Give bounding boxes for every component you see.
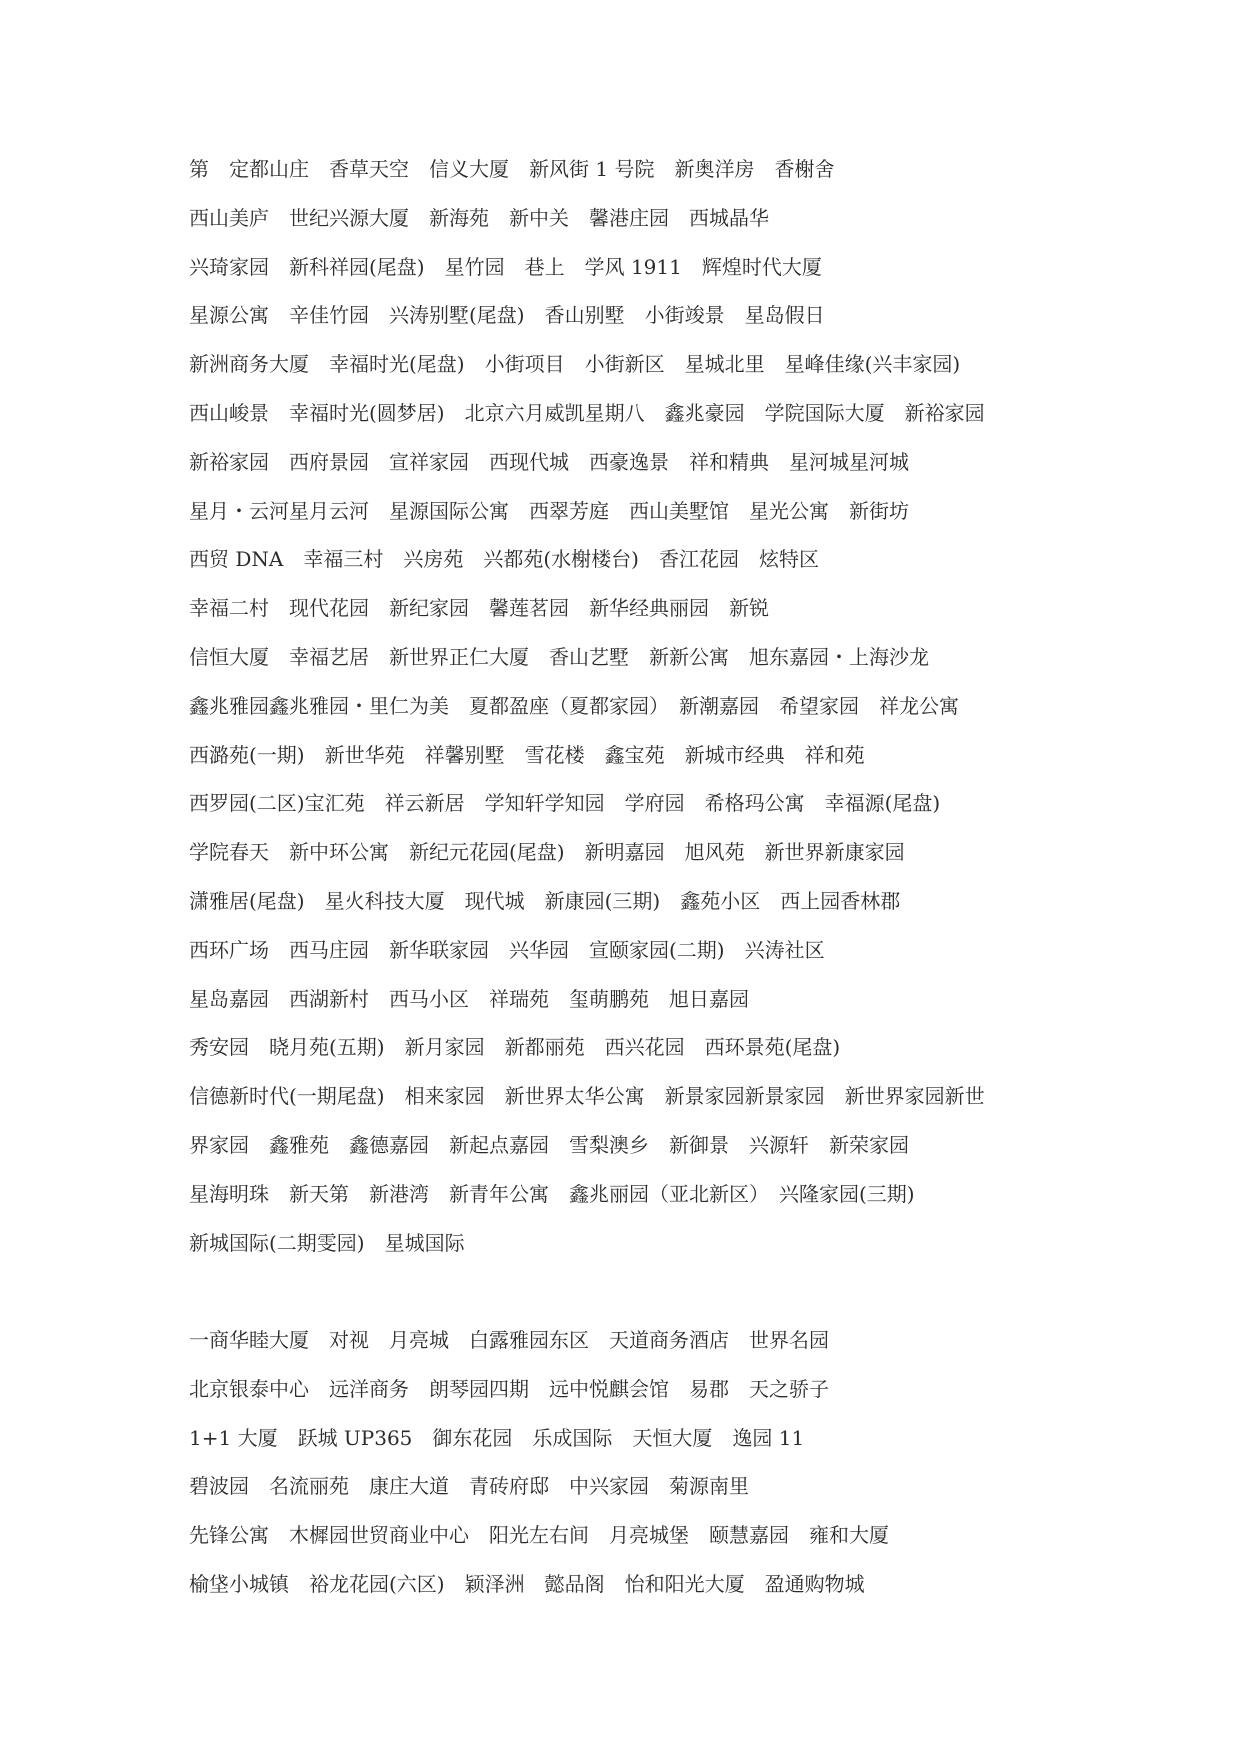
text-line: 北京银泰中心 远洋商务 朗琴园四期 远中悦麒会馆 易郡 天之骄子 — [189, 1376, 829, 1401]
text-line: 信德新时代(一期尾盘) 相来家园 新世界太华公寓 新景家园新景家园 新世界家园新世 — [189, 1084, 985, 1109]
text-line: 新裕家园 西府景园 宣祥家园 西现代城 西豪逸景 祥和精典 星河城星河城 — [189, 449, 909, 474]
text-line: 榆垡小城镇 裕龙花园(六区) 颖泽洲 懿品阁 怡和阳光大厦 盈通购物城 — [189, 1571, 865, 1596]
text-line: 第 定都山庄 香草天空 信义大厦 新风街 1 号院 新奥洋房 香榭舍 — [189, 157, 835, 181]
text-line: 鑫兆雅园鑫兆雅园・里仁为美 夏都盈座（夏都家园） 新潮嘉园 希望家园 祥龙公寓 — [189, 693, 959, 718]
text-line: 西山美庐 世纪兴源大厦 新海苑 新中关 馨港庄园 西城晶华 — [189, 205, 769, 230]
text-line: 1+1 大厦 跃城 UP365 御东花园 乐成国际 天恒大厦 逸园 11 — [189, 1425, 805, 1450]
text-line: 星岛嘉园 西湖新村 西马小区 祥瑞苑 玺萌鹏苑 旭日嘉园 — [189, 986, 749, 1011]
text-line: 先锋公寓 木樨园世贸商业中心 阳光左右间 月亮城堡 颐慧嘉园 雍和大厦 — [189, 1523, 889, 1548]
text-line: 西环广场 西马庄园 新华联家园 兴华园 宣颐家园(二期) 兴涛社区 — [189, 937, 825, 962]
text-line: 碧波园 名流丽苑 康庄大道 青砖府邸 中兴家园 菊源南里 — [189, 1474, 749, 1499]
property-list-block-2 — [189, 1328, 1089, 1621]
property-list-block-1 — [189, 157, 1089, 1279]
text-line: 秀安园 晓月苑(五期) 新月家园 新都丽苑 西兴花园 西环景苑(尾盘) — [189, 1035, 841, 1060]
text-line: 界家园 鑫雅苑 鑫德嘉园 新起点嘉园 雪梨澳乡 新御景 兴源轩 新荣家园 — [189, 1132, 909, 1157]
text-line: 幸福二村 现代花园 新纪家园 馨莲茗园 新华经典丽园 新锐 — [189, 596, 769, 621]
text-line: 西山峻景 幸福时光(圆梦居) 北京六月威凯星期八 鑫兆豪园 学院国际大厦 新裕家园 — [189, 400, 985, 425]
text-line: 星月・云河星月云河 星源国际公寓 西翠芳庭 西山美墅馆 星光公寓 新街坊 — [189, 498, 909, 523]
text-line: 星源公寓 辛佳竹园 兴涛别墅(尾盘) 香山别墅 小街竣景 星岛假日 — [189, 303, 825, 328]
text-line: 兴琦家园 新科祥园(尾盘) 星竹园 巷上 学风 1911 辉煌时代大厦 — [189, 254, 822, 279]
text-line: 西罗园(二区)宝汇苑 祥云新居 学知轩学知园 学府园 希格玛公寓 幸福源(尾盘) — [189, 791, 941, 816]
text-line: 西贸 DNA 幸福三村 兴房苑 兴都苑(水榭楼台) 香江花园 炫特区 — [189, 547, 819, 572]
text-line: 潇雅居(尾盘) 星火科技大厦 现代城 新康园(三期) 鑫苑小区 西上园香林郡 — [189, 888, 901, 913]
text-line: 信恒大厦 幸福艺居 新世界正仁大厦 香山艺墅 新新公寓 旭东嘉园・上海沙龙 — [189, 644, 929, 669]
text-line: 一商华睦大厦 对视 月亮城 白露雅园东区 天道商务酒店 世界名园 — [189, 1328, 829, 1352]
text-line: 星海明珠 新天第 新港湾 新青年公寓 鑫兆丽园（亚北新区） 兴隆家园(三期) — [189, 1181, 915, 1206]
text-line: 新城国际(二期雯园) 星城国际 — [189, 1230, 465, 1255]
text-line: 学院春天 新中环公寓 新纪元花园(尾盘) 新明嘉园 旭风苑 新世界新康家园 — [189, 840, 905, 865]
text-line: 新洲商务大厦 幸福时光(尾盘) 小街项目 小街新区 星城北里 星峰佳缘(兴丰家园) — [189, 352, 961, 377]
text-line: 西潞苑(一期) 新世华苑 祥馨别墅 雪花楼 鑫宝苑 新城市经典 祥和苑 — [189, 742, 865, 767]
